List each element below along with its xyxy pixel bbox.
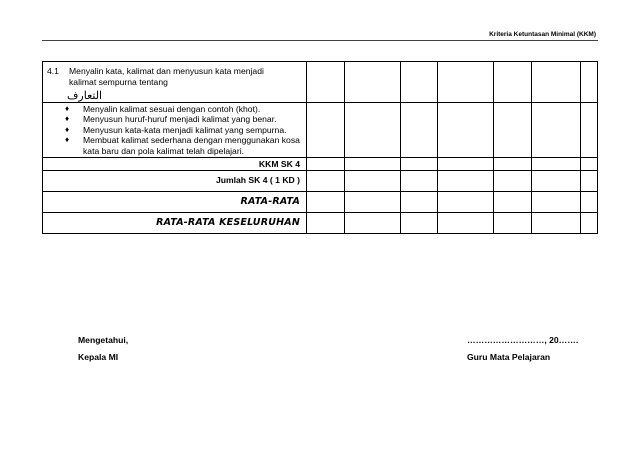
rata-rata-label: RATA-RATA [240, 196, 300, 207]
table-row [43, 192, 598, 213]
table-cell [438, 158, 494, 171]
table-cell [307, 62, 345, 103]
table-cell [401, 102, 438, 158]
table-cell [345, 62, 401, 103]
table-cell [581, 102, 598, 158]
kd-text-line1: Menyalin kata, kalimat dan menyusun kata menjadi [69, 66, 264, 76]
kd-text-line2: kalimat sempurna tentang [69, 76, 168, 87]
table-row [43, 102, 598, 158]
table-cell [494, 192, 532, 213]
indicator-cell [43, 102, 307, 158]
table-cell [581, 213, 598, 234]
table-cell [532, 102, 581, 158]
table-cell [494, 102, 532, 158]
diamond-bullet-icon: ♦ [65, 103, 70, 113]
table-cell [532, 158, 581, 171]
list-item: ♦ Membuat kalimat sederhana dengan menggunakan kosa kata baru dan pola kalimat telah dipelajari. [65, 135, 300, 156]
table-cell [532, 213, 581, 234]
signature-left-line1: Mengetahui, [78, 335, 129, 345]
rata-keseluruhan-cell [43, 213, 307, 234]
signature-left-line2: Kepala MI [78, 352, 119, 362]
table-cell [581, 62, 598, 103]
kd-number: 4.1 [47, 66, 59, 76]
kd-cell [43, 62, 307, 103]
table-cell [494, 171, 532, 192]
table-cell [307, 102, 345, 158]
list-item: ♦ Menyalin kalimat sesuai dengan contoh (khot). [65, 103, 261, 114]
table-cell [581, 158, 598, 171]
table-cell [401, 171, 438, 192]
table-cell [532, 192, 581, 213]
rata-keseluruhan-label: RATA-RATA KESELURUHAN [156, 217, 300, 228]
table-cell [532, 62, 581, 103]
diamond-bullet-icon: ♦ [65, 135, 70, 144]
table-cell [532, 171, 581, 192]
table-cell [401, 62, 438, 103]
table-row [43, 62, 598, 103]
table-row [43, 213, 598, 234]
signature-right-line2: Guru Mata Pelajaran [467, 352, 551, 362]
table-cell [438, 213, 494, 234]
table-cell [307, 158, 345, 171]
diamond-bullet-icon: ♦ [65, 114, 70, 123]
list-item: ♦ Menyusun huruf-huruf menjadi kalimat yang benar. [65, 114, 277, 124]
table-cell [438, 171, 494, 192]
table-cell [401, 213, 438, 234]
table-cell [494, 213, 532, 234]
table-cell [345, 102, 401, 158]
header-divider [42, 40, 598, 41]
table-cell [345, 171, 401, 192]
table-cell [494, 158, 532, 171]
table-cell [345, 192, 401, 213]
table-cell [307, 192, 345, 213]
jumlah-label: Jumlah SK 4 ( 1 KD ) [43, 171, 307, 192]
signature-right-line1: ………………………, 20……. [467, 335, 579, 345]
table-cell [581, 171, 598, 192]
table-cell [307, 213, 345, 234]
table-cell [401, 192, 438, 213]
kkm-table [42, 61, 598, 234]
table-cell [438, 192, 494, 213]
table-cell [438, 102, 494, 158]
rata-rata-cell [43, 192, 307, 213]
table-cell [494, 62, 532, 103]
table-cell [401, 158, 438, 171]
table-cell [345, 213, 401, 234]
arabic-topic: التعارف [67, 89, 103, 102]
diamond-bullet-icon: ♦ [65, 124, 70, 134]
table-cell [307, 171, 345, 192]
table-cell [581, 192, 598, 213]
document-header-title: Kriteria Ketuntasan Minimal (KKM) [489, 31, 596, 38]
table-cell [345, 158, 401, 171]
table-cell [438, 62, 494, 103]
list-item: ♦ Menyusun kata-kata menjadi kalimat yang sempurna. [65, 124, 287, 135]
table-row [43, 158, 598, 171]
table-row [43, 171, 598, 192]
kkm-label: KKM SK 4 [43, 158, 307, 171]
